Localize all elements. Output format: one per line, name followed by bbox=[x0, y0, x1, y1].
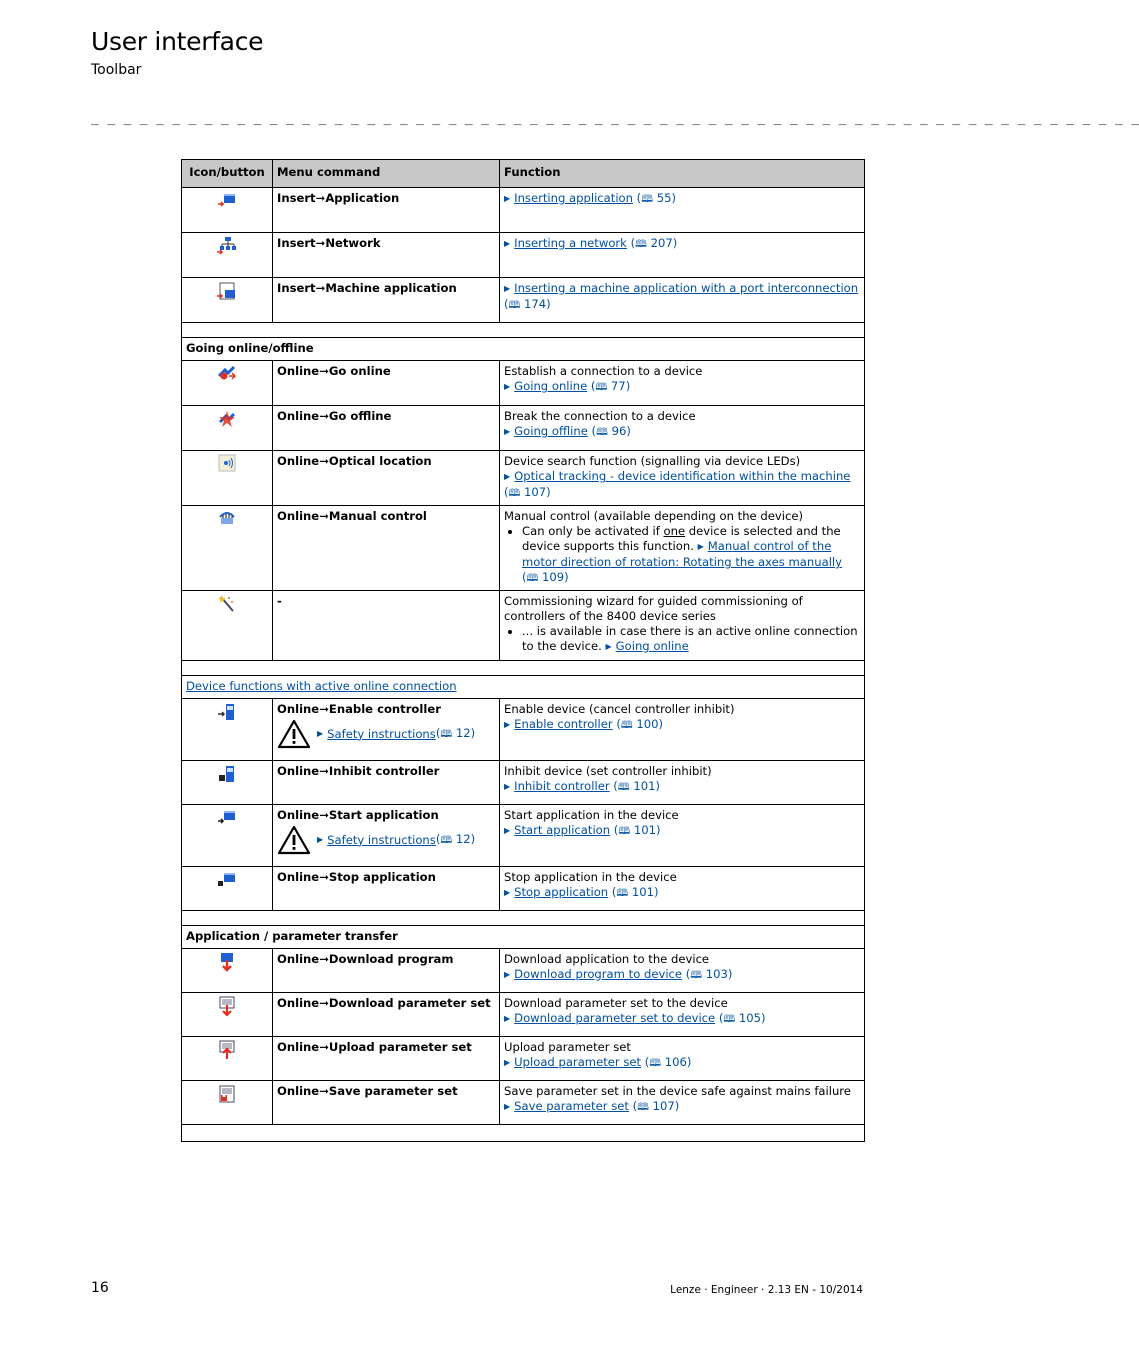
cross-reference-link[interactable]: Upload parameter set bbox=[514, 1055, 642, 1069]
cross-reference-link[interactable]: Enable controller bbox=[514, 717, 613, 731]
arrow-glyph: ➞ bbox=[319, 1084, 329, 1098]
book-icon: 🕮 bbox=[440, 729, 453, 740]
link-arrow-icon: ▶ bbox=[504, 1102, 511, 1111]
page-reference: 55 bbox=[656, 191, 672, 205]
function-cell: Device search function (signalling via device LEDs) ▶ Optical tracking - device identification within the machine (🕮 107) bbox=[500, 451, 865, 506]
link-arrow-icon: ▶ bbox=[504, 720, 511, 729]
function-cell bbox=[500, 591, 865, 661]
command-name: Go online bbox=[328, 364, 391, 378]
arrow-glyph: ➞ bbox=[319, 1040, 329, 1054]
table-body bbox=[182, 188, 865, 1142]
page-reference: 207 bbox=[650, 236, 673, 250]
table-row bbox=[182, 805, 865, 867]
wizard-wand-icon[interactable] bbox=[217, 597, 237, 611]
table-row bbox=[182, 506, 865, 591]
command-name: Manual control bbox=[328, 509, 427, 523]
command-name: Start application bbox=[328, 808, 439, 822]
book-icon: 🕮 bbox=[690, 970, 703, 981]
menu-command-cell bbox=[273, 867, 500, 911]
start-application-icon[interactable] bbox=[217, 810, 237, 824]
table-row bbox=[182, 361, 865, 406]
link-arrow-icon: ▶ bbox=[504, 239, 511, 248]
cross-reference-link[interactable]: Stop application bbox=[514, 885, 609, 899]
command-name: Download program bbox=[328, 952, 454, 966]
book-icon: 🕮 bbox=[649, 1058, 662, 1069]
function-cell: Save parameter set in the device safe against mains failure ▶ Save parameter set (🕮 107) bbox=[500, 1081, 865, 1125]
command-name: Machine application bbox=[325, 281, 457, 295]
icon-cell bbox=[182, 591, 273, 661]
link-arrow-icon: ▶ bbox=[605, 642, 612, 651]
command-name: Save parameter set bbox=[328, 1084, 458, 1098]
icon-cell bbox=[182, 1037, 273, 1081]
arrow-glyph: ➞ bbox=[319, 364, 329, 378]
menu-command-cell bbox=[273, 233, 500, 278]
section-title: Going online/offline bbox=[182, 338, 865, 361]
blank-row bbox=[182, 323, 865, 338]
book-icon: 🕮 bbox=[508, 488, 521, 499]
section-row-online bbox=[182, 338, 865, 361]
page-reference: 101 bbox=[633, 779, 656, 793]
command-name: Application bbox=[325, 191, 400, 205]
menu-name: Online bbox=[277, 764, 320, 778]
go-online-icon[interactable] bbox=[217, 366, 237, 380]
link-arrow-icon: ▶ bbox=[504, 782, 511, 791]
table-row bbox=[182, 1037, 865, 1081]
download-program-icon[interactable] bbox=[218, 955, 236, 969]
cross-reference-link[interactable]: Safety instructions bbox=[327, 726, 436, 741]
function-description: Establish a connection to a device bbox=[504, 364, 703, 378]
icon-cell bbox=[182, 361, 273, 406]
table-row bbox=[182, 451, 865, 506]
book-icon: 🕮 bbox=[617, 782, 630, 793]
page-subtitle: Toolbar bbox=[91, 62, 142, 78]
menu-command-cell bbox=[273, 949, 500, 993]
table-row bbox=[182, 1081, 865, 1125]
menu-name: Online bbox=[277, 808, 320, 822]
table-row bbox=[182, 278, 865, 323]
menu-command-cell bbox=[273, 278, 500, 323]
menu-command-cell bbox=[273, 506, 500, 591]
insert-application-icon[interactable] bbox=[217, 193, 237, 207]
function-description: Start application in the device bbox=[504, 808, 679, 822]
command-name: Stop application bbox=[328, 870, 436, 884]
cross-reference-link[interactable]: Going online bbox=[514, 379, 588, 393]
function-cell: Enable device (cancel controller inhibit) ▶ Enable controller (🕮 100) bbox=[500, 699, 865, 761]
arrow-glyph: ➞ bbox=[315, 191, 326, 205]
icon-cell bbox=[182, 949, 273, 993]
page-reference: 100 bbox=[636, 717, 659, 731]
book-icon: 🕮 bbox=[616, 888, 629, 899]
manual-control-icon[interactable] bbox=[217, 511, 237, 525]
page-reference: 96 bbox=[611, 424, 627, 438]
safety-warning: ▶ Safety instructions (🕮 12) bbox=[277, 719, 495, 749]
function-cell bbox=[500, 506, 865, 591]
book-icon: 🕮 bbox=[635, 239, 647, 250]
page-reference: 77 bbox=[610, 379, 626, 393]
menu-command-cell bbox=[273, 361, 500, 406]
icon-cell bbox=[182, 188, 273, 233]
arrow-glyph: ➞ bbox=[319, 509, 329, 523]
function-description: Upload parameter set bbox=[504, 1040, 631, 1054]
book-icon: 🕮 bbox=[641, 194, 653, 205]
arrow-glyph: ➞ bbox=[319, 764, 329, 778]
page-reference: 107 bbox=[524, 485, 547, 499]
page-reference: 174 bbox=[524, 297, 547, 311]
menu-name: Online bbox=[277, 364, 320, 378]
icon-cell bbox=[182, 451, 273, 506]
link-arrow-icon: ▶ bbox=[504, 194, 511, 203]
link-arrow-icon: ▶ bbox=[504, 1014, 511, 1023]
menu-name: Online bbox=[277, 409, 320, 423]
cross-reference-link[interactable]: Start application bbox=[514, 823, 611, 837]
menu-name: Online bbox=[277, 1084, 320, 1098]
link-arrow-icon: ▶ bbox=[504, 284, 511, 293]
icon-cell bbox=[182, 699, 273, 761]
menu-command-cell bbox=[273, 188, 500, 233]
cross-reference-link[interactable]: Download program to device bbox=[514, 967, 683, 981]
upload-parameter-set-icon[interactable] bbox=[218, 1043, 236, 1057]
page-reference: 106 bbox=[664, 1055, 687, 1069]
section-row-transfer bbox=[182, 926, 865, 949]
menu-command-cell bbox=[273, 805, 500, 867]
command-name: Download parameter set bbox=[328, 996, 491, 1010]
cross-reference-link[interactable]: Save parameter set bbox=[514, 1099, 629, 1113]
page-reference: 101 bbox=[633, 823, 656, 837]
command-name: Upload parameter set bbox=[328, 1040, 472, 1054]
page-reference: 107 bbox=[652, 1099, 675, 1113]
arrow-glyph: ➞ bbox=[319, 870, 329, 884]
cross-reference-link[interactable]: Inhibit controller bbox=[514, 779, 610, 793]
menu-name: Online bbox=[277, 702, 320, 716]
table-row bbox=[182, 867, 865, 911]
download-parameter-set-icon[interactable] bbox=[218, 999, 236, 1013]
function-cell: Download parameter set to the device ▶ Download parameter set to device (🕮 105) bbox=[500, 993, 865, 1037]
section-title-link[interactable]: Device functions with active online connection bbox=[186, 679, 457, 693]
icon-cell bbox=[182, 233, 273, 278]
book-icon: 🕮 bbox=[723, 1014, 736, 1025]
toolbar-table bbox=[181, 159, 865, 1142]
menu-command-cell bbox=[273, 699, 500, 761]
function-cell: Stop application in the device ▶ Stop application (🕮 101) bbox=[500, 867, 865, 911]
blank-row bbox=[182, 661, 865, 676]
arrow-glyph: ➞ bbox=[319, 702, 329, 716]
function-cell: ▶ Inserting application (🕮 55) bbox=[500, 188, 865, 233]
function-cell: Upload parameter set ▶ Upload parameter set (🕮 106) bbox=[500, 1037, 865, 1081]
function-description: Download parameter set to the device bbox=[504, 996, 728, 1010]
command-name: Enable controller bbox=[328, 702, 441, 716]
command-name: Network bbox=[325, 236, 381, 250]
section-title: Application / parameter transfer bbox=[182, 926, 865, 949]
menu-command-cell bbox=[273, 406, 500, 451]
link-arrow-icon: ▶ bbox=[697, 542, 704, 551]
table-header-row bbox=[182, 160, 865, 188]
menu-name: Insert bbox=[277, 236, 316, 250]
arrow-glyph: ➞ bbox=[319, 996, 329, 1010]
table-row bbox=[182, 699, 865, 761]
table-row bbox=[182, 949, 865, 993]
page-reference: 12 bbox=[455, 726, 471, 740]
command-name: Optical location bbox=[328, 454, 432, 468]
book-icon: 🕮 bbox=[595, 382, 608, 393]
save-parameter-set-icon[interactable] bbox=[218, 1087, 236, 1101]
function-cell: Inhibit device (set controller inhibit) ▶ Inhibit controller (🕮 101) bbox=[500, 761, 865, 805]
bullet-item: • ... is available in case there is an active online connection to the device. ▶ Going online bbox=[522, 624, 860, 655]
cross-reference-link[interactable]: Inserting a network bbox=[514, 236, 627, 250]
table-row bbox=[182, 188, 865, 233]
menu-command-cell bbox=[273, 993, 500, 1037]
command-name: Go offline bbox=[328, 409, 392, 423]
menu-name: Insert bbox=[277, 281, 316, 295]
blank-row bbox=[182, 911, 865, 926]
optical-location-icon[interactable] bbox=[218, 456, 236, 470]
function-description: Manual control (available depending on the device) bbox=[504, 509, 803, 523]
table-row bbox=[182, 591, 865, 661]
arrow-glyph: ➞ bbox=[315, 236, 326, 250]
link-arrow-icon: ▶ bbox=[504, 427, 511, 436]
function-description: Commissioning wizard for guided commissioning of controllers of the 8400 device series bbox=[504, 594, 803, 623]
cross-reference-link[interactable]: Inserting application bbox=[514, 191, 633, 205]
function-cell: Start application in the device ▶ Start application (🕮 101) bbox=[500, 805, 865, 867]
function-description: Break the connection to a device bbox=[504, 409, 696, 423]
document-info: Lenze · Engineer · 2.13 EN - 10/2014 bbox=[670, 1284, 863, 1296]
menu-name: Online bbox=[277, 454, 320, 468]
command-name: Inhibit controller bbox=[328, 764, 440, 778]
book-icon: 🕮 bbox=[526, 573, 539, 584]
icon-cell bbox=[182, 1081, 273, 1125]
function-cell: Establish a connection to a device ▶ Going online (🕮 77) bbox=[500, 361, 865, 406]
icon-cell bbox=[182, 761, 273, 805]
page-reference: 12 bbox=[455, 832, 471, 846]
menu-name: Insert bbox=[277, 191, 316, 205]
menu-name: Online bbox=[277, 509, 320, 523]
insert-machine-application-icon[interactable] bbox=[217, 284, 237, 298]
menu-command-cell bbox=[273, 761, 500, 805]
inhibit-controller-icon[interactable] bbox=[217, 767, 237, 781]
bullet-item: • Can only be activated if one device is selected and the device supports this function. ▶ Manual control of the motor direction of rotation: Rotating the axes manually (🕮 109) bbox=[522, 524, 860, 586]
link-arrow-icon: ▶ bbox=[504, 382, 511, 391]
cross-reference-link[interactable]: Going offline bbox=[514, 424, 588, 438]
cross-reference-link[interactable]: Manual control of the motor direction of rotation: Rotating the axes manually bbox=[522, 539, 843, 569]
stop-application-icon[interactable] bbox=[217, 872, 237, 886]
col-header-menu-command: Menu command bbox=[273, 160, 500, 188]
warning-triangle-icon bbox=[277, 719, 311, 749]
function-description: Download application to the device bbox=[504, 952, 710, 966]
page-reference: 103 bbox=[705, 967, 728, 981]
icon-cell bbox=[182, 406, 273, 451]
link-arrow-icon: ▶ bbox=[504, 826, 511, 835]
icon-cell bbox=[182, 805, 273, 867]
book-icon: 🕮 bbox=[618, 826, 631, 837]
cross-reference-link[interactable]: Inserting a machine application with a port interconnection bbox=[514, 281, 859, 295]
icon-cell bbox=[182, 993, 273, 1037]
warning-triangle-icon bbox=[277, 825, 311, 855]
link-arrow-icon: ▶ bbox=[504, 888, 511, 897]
arrow-glyph: ➞ bbox=[315, 281, 326, 295]
link-arrow-icon: ▶ bbox=[504, 1058, 511, 1067]
function-description: Save parameter set in the device safe against mains failure bbox=[504, 1084, 851, 1098]
book-icon: 🕮 bbox=[637, 1102, 649, 1113]
page-reference: 105 bbox=[738, 1011, 762, 1025]
book-icon: 🕮 bbox=[508, 300, 521, 311]
menu-name: Online bbox=[277, 870, 320, 884]
arrow-glyph: ➞ bbox=[319, 952, 329, 966]
section-row-device-functions bbox=[182, 676, 865, 699]
menu-command-cell bbox=[273, 451, 500, 506]
function-description: Stop application in the device bbox=[504, 870, 677, 884]
function-cell: Download application to the device ▶ Download program to device (🕮 103) bbox=[500, 949, 865, 993]
link-arrow-icon: ▶ bbox=[317, 834, 324, 844]
function-description: Inhibit device (set controller inhibit) bbox=[504, 764, 712, 778]
link-arrow-icon: ▶ bbox=[317, 728, 324, 738]
function-cell: Break the connection to a device ▶ Going offline (🕮 96) bbox=[500, 406, 865, 451]
table-row bbox=[182, 233, 865, 278]
enable-controller-icon[interactable] bbox=[217, 705, 237, 719]
table-row bbox=[182, 993, 865, 1037]
function-cell: ▶ Inserting a machine application with a port interconnection (🕮 174) bbox=[500, 278, 865, 323]
menu-name: Online bbox=[277, 996, 320, 1010]
arrow-glyph: ➞ bbox=[319, 454, 329, 468]
page-reference: 109 bbox=[542, 570, 565, 584]
cross-reference-link[interactable]: Going online bbox=[615, 639, 689, 653]
cross-reference-link[interactable]: Safety instructions bbox=[327, 832, 436, 847]
safety-warning: ▶ Safety instructions (🕮 12) bbox=[277, 825, 495, 855]
book-icon: 🕮 bbox=[440, 835, 453, 846]
cross-reference-link[interactable]: Download parameter set to device bbox=[514, 1011, 716, 1025]
page-reference: 101 bbox=[631, 885, 654, 899]
arrow-glyph: ➞ bbox=[319, 409, 329, 423]
col-header-function: Function bbox=[500, 160, 865, 188]
link-arrow-icon: ▶ bbox=[504, 970, 511, 979]
function-cell: ▶ Inserting a network (🕮 207) bbox=[500, 233, 865, 278]
menu-name: Online bbox=[277, 952, 320, 966]
cross-reference-link[interactable]: Optical tracking - device identification within the machine bbox=[514, 469, 851, 483]
menu-name: Online bbox=[277, 1040, 320, 1054]
table-row bbox=[182, 406, 865, 451]
function-description: Enable device (cancel controller inhibit) bbox=[504, 702, 735, 716]
menu-command-cell bbox=[273, 1037, 500, 1081]
insert-network-icon[interactable] bbox=[217, 239, 237, 253]
col-header-icon: Icon/button bbox=[182, 160, 273, 188]
go-offline-icon[interactable] bbox=[217, 412, 237, 426]
link-arrow-icon: ▶ bbox=[504, 472, 511, 481]
icon-cell bbox=[182, 867, 273, 911]
icon-cell bbox=[182, 506, 273, 591]
menu-command-cell: - bbox=[273, 591, 500, 661]
arrow-glyph: ➞ bbox=[319, 808, 329, 822]
book-icon: 🕮 bbox=[596, 427, 608, 438]
book-icon: 🕮 bbox=[620, 720, 633, 731]
blank-row bbox=[182, 1125, 865, 1142]
page-number: 16 bbox=[91, 1280, 109, 1296]
menu-command-cell bbox=[273, 1081, 500, 1125]
table-row bbox=[182, 761, 865, 805]
page-title: User interface bbox=[91, 27, 264, 56]
header-divider: _ _ _ _ _ _ _ _ _ _ _ _ _ _ _ _ _ _ _ _ _ _ _ _ _ _ _ _ _ _ _ _ _ _ _ _ _ _ _ _ _ _ _ _ _ _ _ _ _ _ _ _ _ _ _ _ _ _ _ _ _ _ _ _ _ bbox=[91, 111, 1139, 126]
function-description: Device search function (signalling via device LEDs) bbox=[504, 454, 801, 468]
icon-cell bbox=[182, 278, 273, 323]
